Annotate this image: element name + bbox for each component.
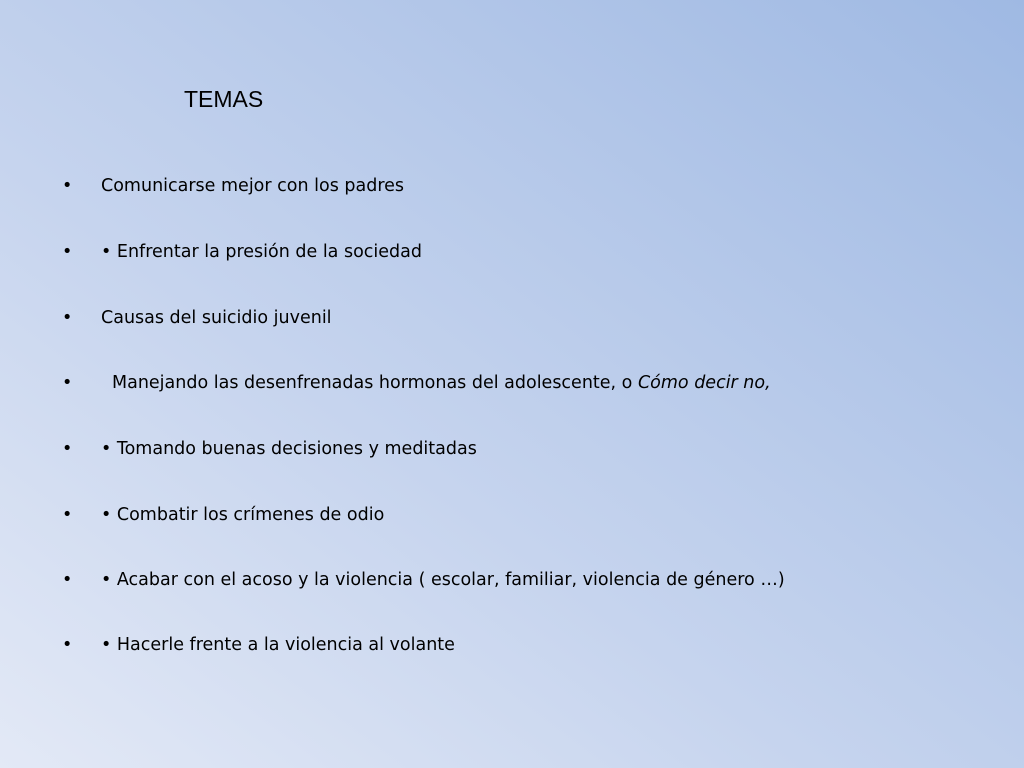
- bullet-icon: •: [62, 176, 73, 196]
- list-item: [62, 308, 962, 338]
- list-item: [62, 373, 962, 403]
- list-item: [62, 570, 962, 600]
- list-item-text: • Acabar con el acoso y la violencia ( escolar, familiar, violencia de género …): [101, 570, 785, 590]
- list-item: [62, 505, 962, 535]
- list-item-text-emphasis: Cómo decir no,: [637, 373, 771, 393]
- list-item-text: Causas del suicidio juvenil: [101, 308, 332, 328]
- bullet-icon: •: [62, 570, 73, 590]
- slide-title: TEMAS: [184, 86, 264, 112]
- bullet-icon: •: [62, 505, 73, 525]
- list-item-text: • Enfrentar la presión de la sociedad: [101, 242, 422, 262]
- bullet-icon: •: [62, 308, 73, 328]
- bullet-icon: •: [62, 242, 73, 262]
- list-item: [62, 242, 962, 272]
- list-item: [62, 439, 962, 469]
- list-item-text: • Tomando buenas decisiones y meditadas: [101, 439, 477, 459]
- list-item: [62, 635, 962, 665]
- bullet-icon: •: [62, 373, 73, 393]
- list-item: [62, 176, 962, 206]
- bullet-icon: •: [62, 439, 73, 459]
- list-item-text: • Hacerle frente a la violencia al volante: [101, 635, 455, 655]
- list-item-text: • Combatir los crímenes de odio: [101, 505, 385, 525]
- list-item-text: Comunicarse mejor con los padres: [101, 176, 405, 196]
- list-item-text: [112, 373, 771, 393]
- list-item-text-main: Manejando las desenfrenadas hormonas del adolescente, o: [112, 373, 638, 393]
- bullet-icon: •: [62, 635, 73, 655]
